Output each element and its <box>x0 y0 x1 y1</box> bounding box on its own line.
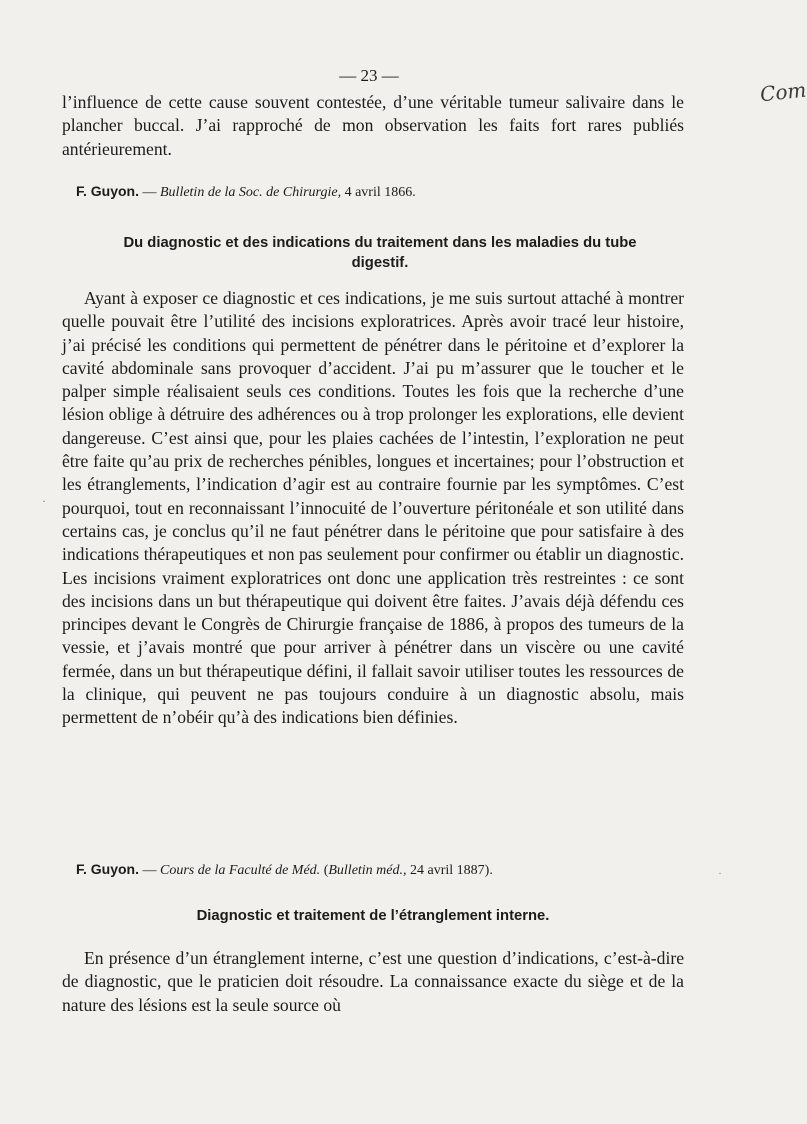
citation-1-dash: — <box>139 185 160 200</box>
section-heading-etranglement: Diagnostic et traitement de l’étranglement interne. <box>196 908 550 924</box>
handwritten-margin-note: Com <box>758 77 807 107</box>
citation-2-author: F. Guyon. <box>76 861 139 877</box>
margin-speck-right: · <box>718 866 722 880</box>
margin-speck: · <box>42 494 46 508</box>
citation-1-author: F. Guyon. <box>76 183 139 199</box>
citation-2-date: 24 avril 1887). <box>406 863 493 878</box>
citation-2-work: Cours de la Faculté de Méd. <box>160 863 321 878</box>
section-heading-tube-digestif: Du diagnostic et des indications du traitement dans les maladies du tube digestif. <box>123 235 637 271</box>
paragraph-tumeur-salivaire: l’influence de cette cause souvent contestée, d’une véritable tumeur salivaire dans le plancher buccal. J’ai rapproché de mon observation les faits fort rares publiés antérieurement. <box>62 92 684 159</box>
citation-2 <box>62 860 698 880</box>
page-number: — 23 — <box>339 66 399 85</box>
citation-2-dash: — <box>139 863 160 878</box>
citation-1 <box>62 182 698 202</box>
paragraph-etranglement-interne: En présence d’un étranglement interne, c’est une question d’indications, c’est-à-dire de diagnostic, que le praticien doit résoudre. La connaissance exacte du siège et de la nature des lésions est la seule source où <box>62 948 684 1015</box>
citation-2-work2: Bulletin méd., <box>328 863 407 878</box>
paragraph-incisions-exploratrices: Ayant à exposer ce diagnostic et ces indications, je me suis surtout attaché à montrer quelle pouvait être l’utilité des incisions exploratrices. Après avoir tracé leur histoire, j’ai précisé les conditions qui permettent de pénétrer dans le péritoine et d’explorer la cavité abdominale sans provoquer d’accident. J’ai pu m’assurer que le toucher et le palper simple réalisaient seuls ces conditions. Toutes les fois que la recherche d’une lésion oblige à détruire des adhérences ou à trop prolonger les explorations, elle devient dangereuse. C’est ainsi que, pour les plaies cachées de l’intestin, l’exploration ne peut être faite qu’au prix de recherches pénibles, longues et incertaines; pour l’obstruction et les étranglements, l’indication d’agir est au contraire fournie par les symptômes. C’est pourquoi, tout en reconnaissant l’innocuité de l’ouverture péritonéale et son utilité dans certains cas, je conclus qu’il ne faut pénétrer dans le péritoine que pour satisfaire à des indications thérapeutiques et non pas seulement pour confirmer ou établir un diagnostic. Les incisions vraiment exploratrices ont donc une application très restreintes : ce sont des incisions dans un but thérapeutique qui doivent être faites. J’avais déjà défendu ces principes devant le Congrès de Chirurgie française de 1886, à propos des tumeurs de la vessie, et j’avais montré que pour arriver à pénétrer dans un viscère ou une cavité fermée, dans un but thérapeutique défini, il fallait savoir utiliser toutes les ressources de la clinique, qui peuvent ne pas toujours conduire à un diagnostic absolu, mais permettent de n’obéir qu’à des indications bien définies. <box>62 288 684 728</box>
citation-1-work: Bulletin de la Soc. de Chirurgie, <box>160 185 342 200</box>
citation-2-open: ( <box>320 863 329 878</box>
citation-1-date: 4 avril 1866. <box>341 185 416 200</box>
